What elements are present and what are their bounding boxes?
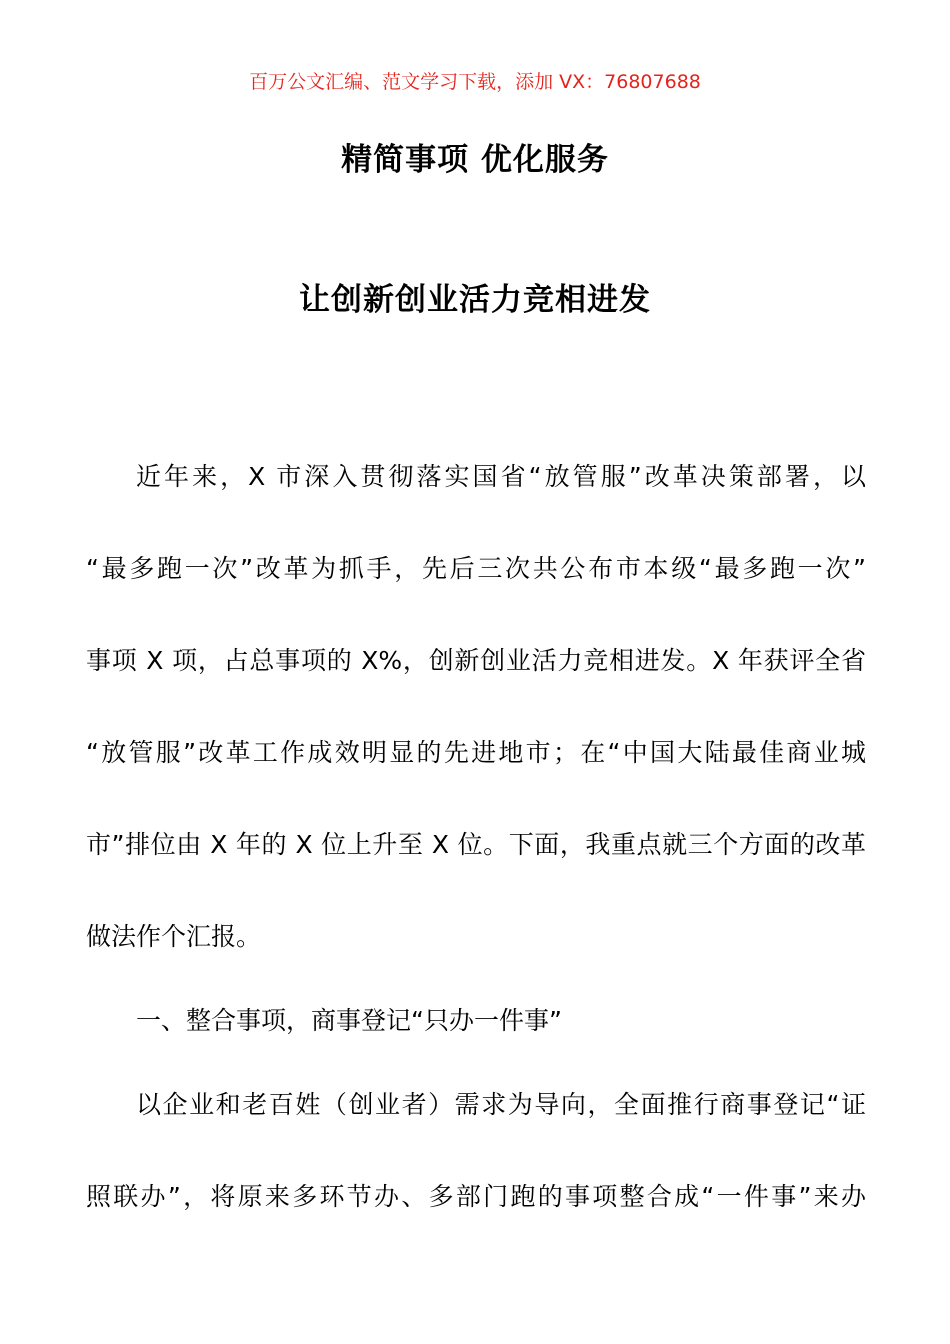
paragraph-line: 做法作个汇报。 <box>86 922 262 951</box>
section-heading: 一、整合事项，商事登记“只办一件事” <box>136 1006 562 1035</box>
paragraph-line: 近年来，X 市深入贯彻落实国省“放管服”改革决策部署，以 <box>136 462 866 491</box>
paragraph-line: 以企业和老百姓（创业者）需求为导向，全面推行商事登记“证 <box>136 1090 866 1119</box>
document-title-line-1: 精简事项 优化服务 <box>341 142 609 178</box>
document-title-line-2: 让创新创业活力竞相进发 <box>299 282 651 318</box>
paragraph-line: 照联办”，将原来多环节办、多部门跑的事项整合成“一件事”来办 <box>86 1182 866 1211</box>
document-body <box>86 455 866 1267</box>
paragraph-line: “最多跑一次”改革为抓手，先后三次共公布市本级“最多跑一次” <box>86 554 866 583</box>
paragraph-line: “放管服”改革工作成效明显的先进地市；在“中国大陆最佳商业城 <box>86 738 866 767</box>
watermark-header: 百万公文汇编、范文学习下载，添加 VX：76807688 <box>249 71 701 93</box>
paragraph-line: 事项 X 项，占总事项的 X%，创新创业活力竞相进发。X 年获评全省 <box>86 646 866 675</box>
paragraph-line: 市”排位由 X 年的 X 位上升至 X 位。下面，我重点就三个方面的改革 <box>86 830 866 859</box>
